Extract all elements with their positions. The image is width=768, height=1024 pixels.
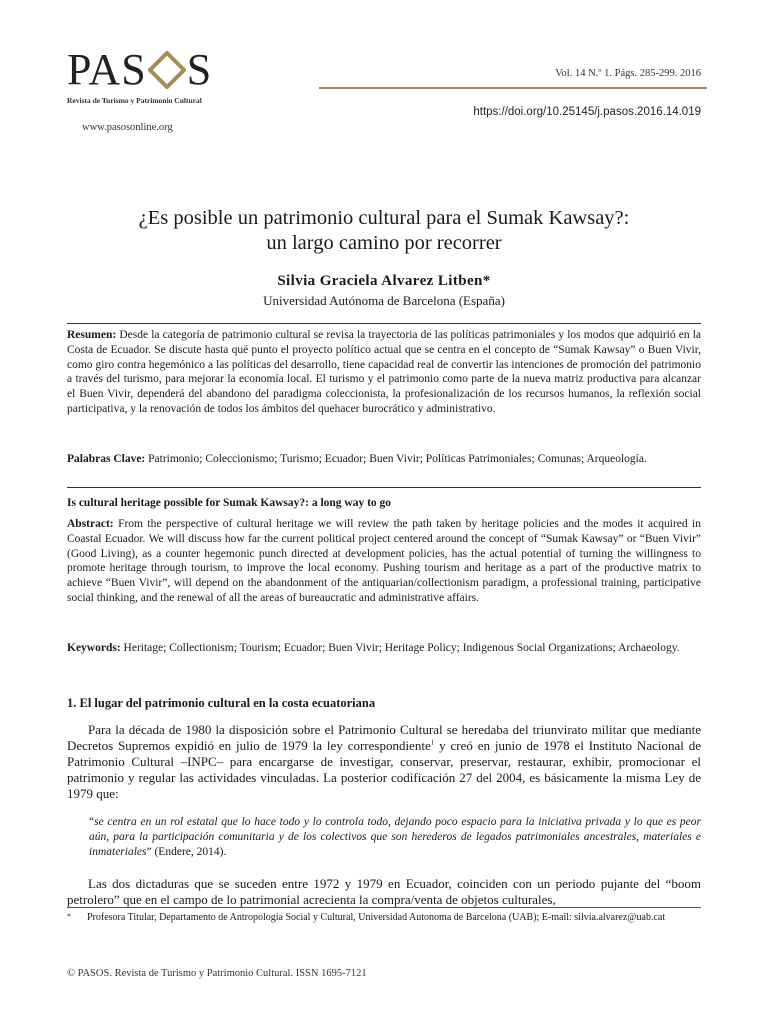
palabras-clave-label: Palabras Clave: (67, 453, 146, 465)
footnote-text: Profesora Titular, Departamento de Antropologia Social y Cultural, Universidad Autonoma de Barcelona (UAB); E-mail: silvia.alvarez@uab.cat (87, 912, 666, 923)
doi-link[interactable]: https://doi.org/10.25145/j.pasos.2016.14.019 (473, 106, 701, 118)
volume-info: Vol. 14 N.º 1. Págs. 285-299. 2016 (555, 68, 701, 79)
quote-citation: ” (Endere, 2014). (146, 846, 227, 859)
palabras-clave-paragraph (67, 452, 701, 467)
body-paragraph-1 (67, 722, 701, 802)
abstract-top-rule (67, 487, 701, 488)
para1-part-b: y creó en junio de 1978 el Instituto Nacional de Patrimonio Cultural –INPC– para encargarse de investigar, conservar, preservar, restaurar, exhibir, promocionar el patrimonio y regular las actividades vinculadas. La posterior codificación 27 del 2004, es básicamente la misma Ley de 1979 que: (67, 737, 701, 801)
para1-part-a: Para la década de 1980 la disposición sobre el Patrimonio Cultural se heredaba del triunvirato militar que mediante Decretos Supremos expidió en julio de 1979 la ley correspondiente (67, 722, 701, 753)
footnote-mark: * (67, 912, 71, 921)
journal-header (67, 46, 707, 136)
logo-subtitle: Revista de Turismo y Patrimonio Cultural (67, 96, 202, 105)
section-heading: 1. El lugar del patrimonio cultural en la costa ecuatoriana (67, 696, 376, 710)
keywords-label: Keywords: (67, 642, 121, 654)
journal-website[interactable]: www.pasosonline.org (82, 122, 173, 133)
footnote-rule (67, 907, 701, 908)
title-block (60, 206, 708, 309)
abstract-paragraph (67, 517, 701, 606)
logo-letters-right: S (186, 45, 213, 94)
resumen-label: Resumen: (67, 329, 117, 341)
abstract-label: Abstract: (67, 518, 114, 530)
quote-italic-text: se centra en un rol estatal que lo hace todo y lo controla todo, dejando poco espacio para la iniciativa privada y lo que es peor aún, para la participación comunitaria y de los colectivos que son herederos de legados patrimoniales ancestrales, materiales e inmateriales (89, 816, 701, 859)
journal-logo (67, 46, 237, 105)
abstract-english-title: Is cultural heritage possible for Sumak Kawsay?: a long way to go (67, 497, 392, 509)
title-line-1: ¿Es posible un patrimonio cultural para el Sumak Kawsay?: (138, 207, 630, 229)
keywords-paragraph (67, 641, 701, 656)
author-name: Silvia Graciela Alvarez Litben* (277, 273, 491, 289)
keywords-text: Heritage; Collectionism; Tourism; Ecuador; Buen Vivir; Heritage Policy; Indigenous Social Organizations; Archaeology. (123, 642, 680, 654)
copyright-footer: © PASOS. Revista de Turismo y Patrimonio Cultural. ISSN 1695-7121 (67, 968, 367, 979)
abstract-text: From the perspective of cultural heritage we will review the path taken by heritage policies and the modes it acquired in Coastal Ecuador. We will discuss how far the current political project centered around the concept of “Sumak Kawsay” or “Buen Vivir” (Good Living), as a counter hegemonic punch directed at development policies, has the actual potential of turning the willingness to promote heritage through tourism, to improve the local economy. Pushing tourism and heritage as a part of the productive matrix to achieve “Buen Vivir”, will depend on the abandonment of the antiquarian/collectionism paradigm, a professional training, participative social thinking, and the renewal of all the areas of bureaucratic and administrative affairs. (67, 518, 702, 604)
diamond-logo-icon (148, 51, 186, 89)
author-affiliation: Universidad Autónoma de Barcelona (España) (263, 293, 505, 308)
logo-letters-left: PAS (67, 45, 147, 94)
article-title (60, 206, 708, 256)
resumen-text: Desde la categoría de patrimonio cultural se revisa la trayectoria de las políticas patrimoniales y los modos que adquirió en la Costa de Ecuador. Se discute hasta qué punto el proyecto político actual que se centra en el concepto de “Sumak Kawsay” o Buen Vivir, como giro contra hegemónico a las políticas del desarrollo, tiene capacidad real de convertir las intenciones de promoción del patrimonio a través del turismo, para mejorar la economía local. El turismo y el patrimonio como parte de la nueva matriz productiva para alcanzar el Buen Vivir, dependerá del abandono del paradigma coleccionista, la profesionalización de los recursos humanos, la reflexión social participativa, y la renovación de todos los ámbitos del quehacer burocrático y administrativo. (67, 329, 701, 415)
author-footnote (67, 912, 701, 925)
block-quote (89, 815, 701, 861)
title-line-2: un largo camino por recorrer (266, 232, 502, 254)
palabras-clave-text: Patrimonio; Coleccionismo; Turismo; Ecuador; Buen Vivir; Políticas Patrimoniales; Comunas; Arqueología. (148, 453, 647, 465)
logo-wordmark (67, 46, 237, 92)
quote-open-mark: “ (89, 816, 95, 828)
resumen-paragraph (67, 328, 701, 417)
body-paragraph-2: Las dos dictaduras que se suceden entre 1972 y 1979 en Ecuador, coinciden con un periodo pujante del “boom petrolero” que en el campo de lo patrimonial acrecienta la compra/venta de objetos culturales, (67, 876, 701, 907)
header-divider (319, 87, 707, 89)
footnote-ref-1[interactable]: 1 (430, 738, 435, 747)
resumen-top-rule (67, 323, 701, 324)
